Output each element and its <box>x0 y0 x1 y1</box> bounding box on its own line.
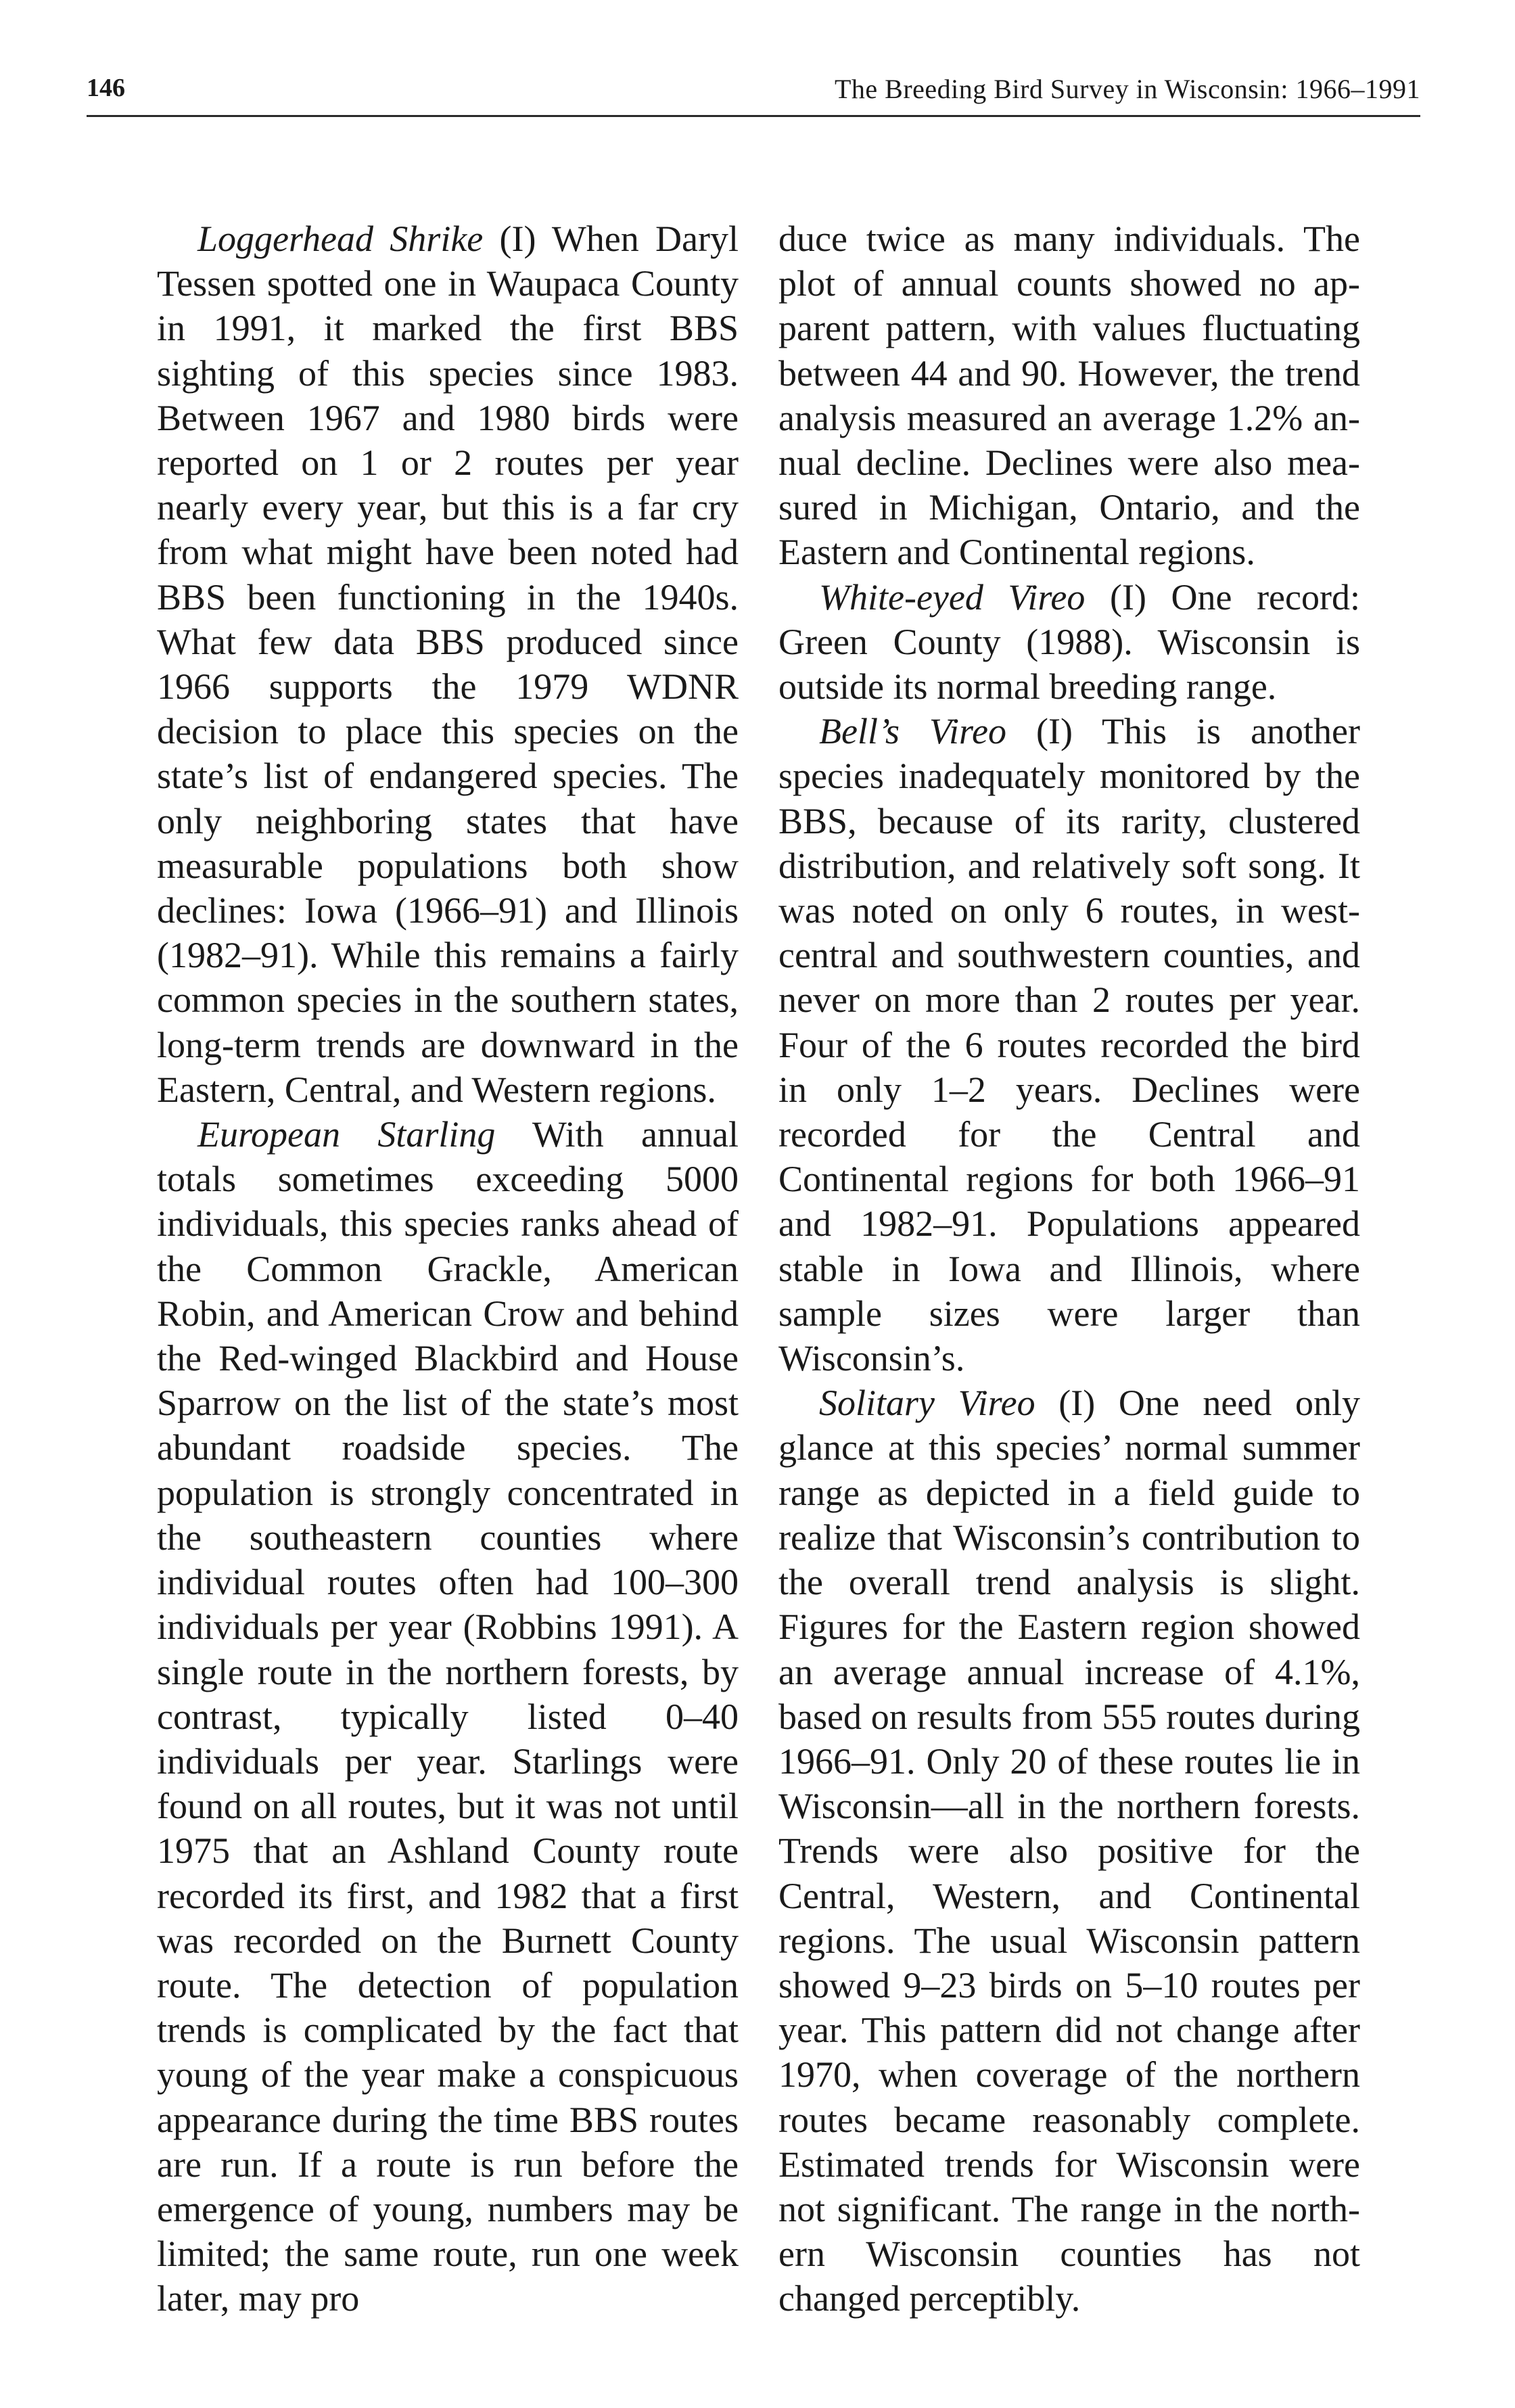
species-account-european-starling <box>157 1112 739 2321</box>
species-name: Loggerhead Shrike <box>197 218 484 259</box>
left-column <box>157 216 739 2321</box>
account-text: With annual totals sometimes exceeding 5000 individuals, this species ranks ahead of the Common Grackle, American Robin, and American Crow and behind the Red-winged Blackbird and House Sparrow on the list of the state’s most abundant roadside species. The population is strongly concentrated in the southeastern counties where individual routes often had 100–300 individuals per year (Robbins 1991). A single route in the northern forests, by contrast, typically listed 0–40 individuals per year. Starlings were found on all routes, but it was not until 1975 that an Ashland County route recorded its first, and 1982 that a first was recorded on the Burnett County route. The detection of population trends is complicated by the fact that young of the year make a conspicuous appearance during the time BBS routes are run. If a route is run before the emergence of young, numbers may be limited; the same route, run one week later, may pro <box>157 1114 739 2319</box>
species-name: Bell’s Vireo <box>819 711 1006 752</box>
species-name: European Starling <box>197 1114 496 1155</box>
species-account-loggerhead-shrike <box>157 216 739 1112</box>
right-column <box>778 216 1360 2321</box>
species-account-bells-vireo <box>778 709 1360 1381</box>
species-name: White-eyed Vireo <box>819 576 1086 618</box>
page-header <box>87 69 1420 117</box>
running-title: The Breeding Bird Survey in Wisconsin: 1966–1991 <box>834 74 1420 104</box>
account-text: (I) One record: Green County (1988). Wisconsin is outside its normal breeding range. <box>778 576 1360 708</box>
species-account-continuation <box>778 216 1360 575</box>
account-text: duce twice as many individuals. The plot of annual counts showed no apparent pattern, with values fluctuating between 44 and 90. However, the trend analysis measured an average 1.2% annual decline. Declines were also measured in Michigan, Ontario, and the Eastern and Continental regions. <box>778 218 1360 573</box>
account-text: (I) This is another species inadequately monitored by the BBS, because of its rarity, clustered distribution, and relatively soft song. It was noted on only 6 routes, in west-central and southwestern counties, and never on more than 2 routes per year. Four of the 6 routes recorded the bird in only 1–2 years. Declines were recorded for the Central and Continental regions for both 1966–91 and 1982–91. Populations appeared stable in Iowa and Illinois, where sample sizes were larger than Wisconsin’s. <box>778 711 1360 1379</box>
species-account-solitary-vireo <box>778 1381 1360 2321</box>
species-account-white-eyed-vireo <box>778 575 1360 710</box>
page-number: 146 <box>87 74 125 102</box>
account-text: (I) When Daryl Tessen spotted one in Waupaca County in 1991, it marked the first BBS sighting of this species since 1983. Between 1967 and 1980 birds were reported on 1 or 2 routes per year nearly every year, but this is a far cry from what might have been noted had BBS been functioning in the 1940s. What few data BBS produced since 1966 supports the 1979 WDNR decision to place this species on the state’s list of endangered species. The only neighboring states that have measurable populations both show declines: Iowa (1966–91) and Illinois (1982–91). While this remains a fairly common species in the southern states, long-term trends are downward in the Eastern, Central, and Western regions. <box>157 218 739 1110</box>
account-text: (I) One need only glance at this species’ normal summer range as depicted in a field guide to realize that Wisconsin’s contribution to the overall trend analysis is slight. Figures for the Eastern region showed an average annual increase of 4.1%, based on results from 555 routes during 1966–91. Only 20 of these routes lie in Wisconsin—all in the northern forests. Trends were also positive for the Central, Western, and Continental regions. The usual Wisconsin pattern showed 9–23 birds on 5–10 routes per year. This pattern did not change after 1970, when coverage of the northern routes became reasonably complete. Estimated trends for Wisconsin were not significant. The range in the northern Wisconsin counties has not changed perceptibly. <box>778 1383 1360 2319</box>
species-name: Solitary Vireo <box>819 1383 1035 1424</box>
